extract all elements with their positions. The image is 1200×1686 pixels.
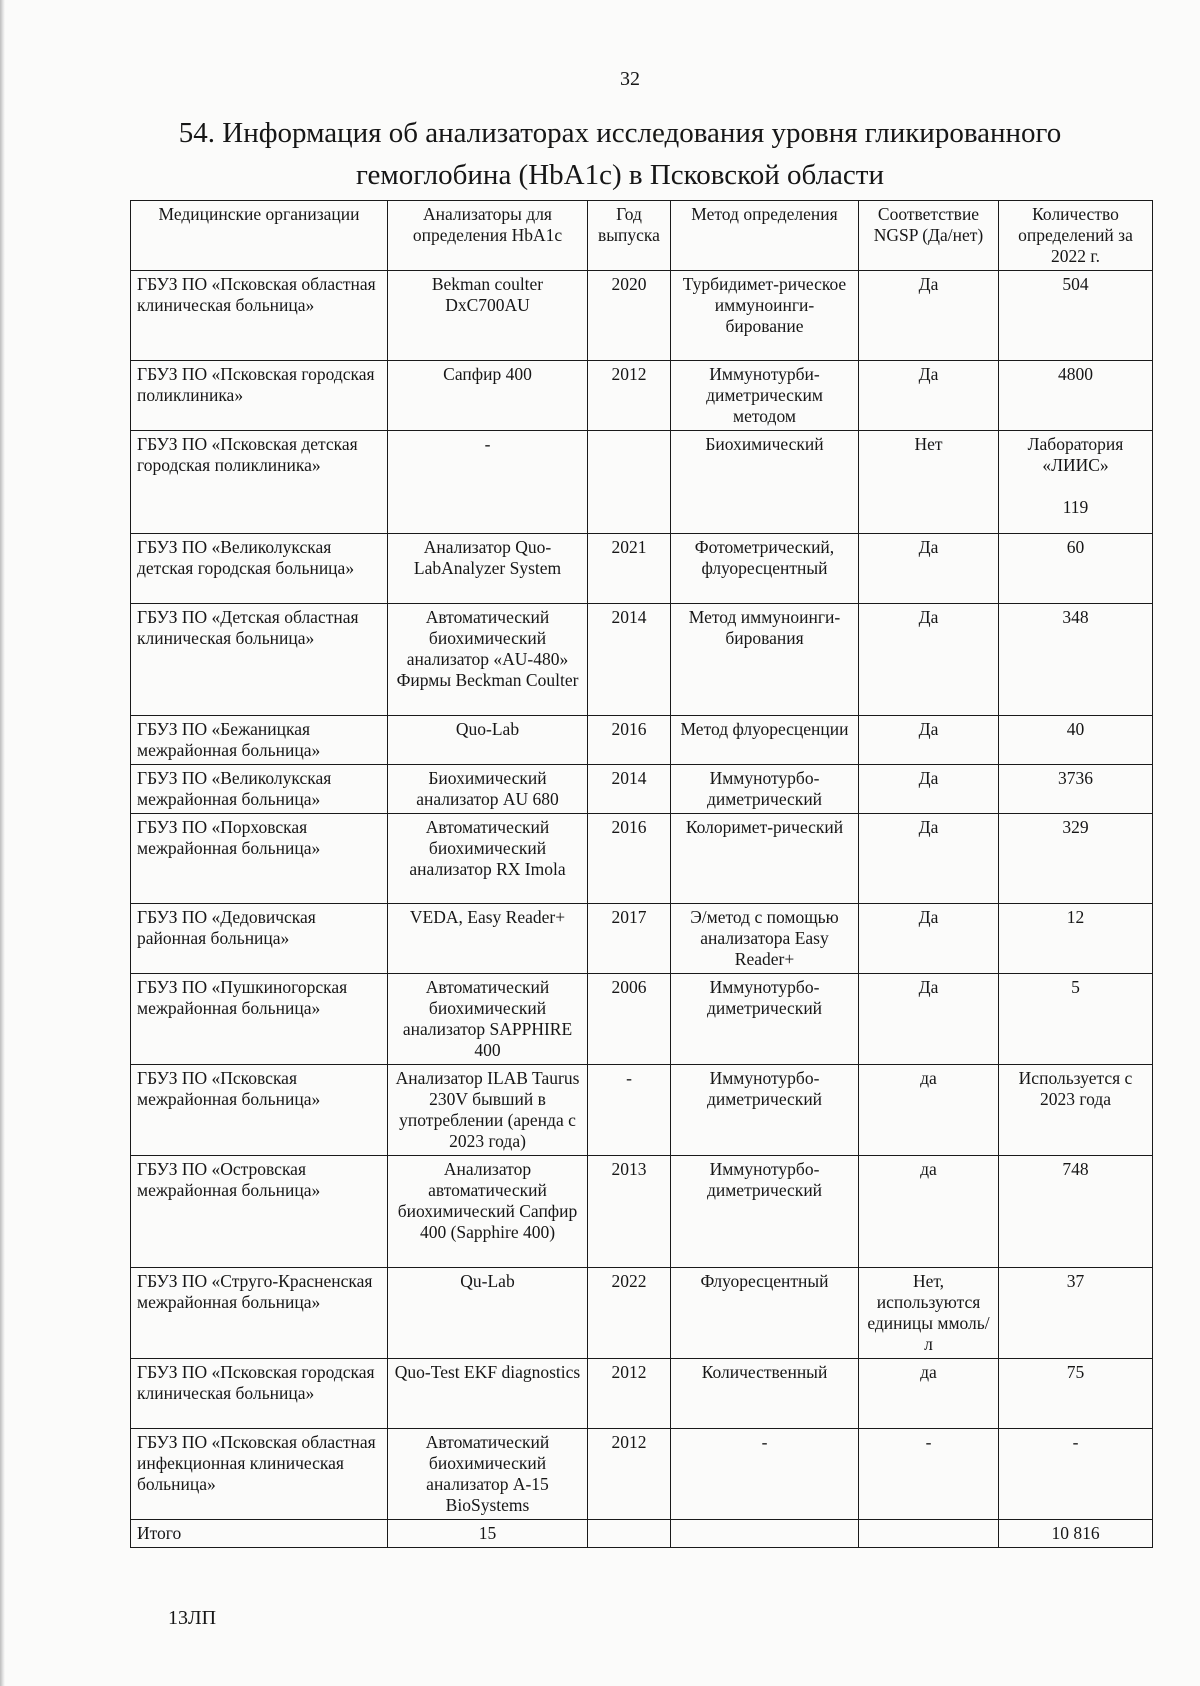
cell-year: 2016 <box>588 814 671 904</box>
table-row <box>131 1429 1153 1520</box>
cell-ngsp: Нет, используются единицы ммоль/л <box>859 1268 999 1359</box>
cell-count: 40 <box>999 716 1153 765</box>
cell-method: - <box>671 1429 859 1520</box>
cell-method: Фотометрический, флуоресцентный <box>671 534 859 604</box>
table-row <box>131 765 1153 814</box>
cell-analyzer: Qu-Lab <box>388 1268 588 1359</box>
cell-ngsp: да <box>859 1359 999 1429</box>
cell-year: 2021 <box>588 534 671 604</box>
cell-year: 2013 <box>588 1156 671 1268</box>
cell-org: ГБУЗ ПО «Псковская городская клиническая больница» <box>131 1359 388 1429</box>
cell-year: 2020 <box>588 271 671 361</box>
cell-count: 329 <box>999 814 1153 904</box>
header-organizations: Медицинские организации <box>131 201 388 271</box>
cell-year: 2012 <box>588 1359 671 1429</box>
cell-year: 2014 <box>588 765 671 814</box>
cell-org: ГБУЗ ПО «Великолукская межрайонная больница» <box>131 765 388 814</box>
analyzers-table-wrap <box>130 200 1152 1548</box>
header-row <box>131 201 1153 271</box>
header-analyzers: Анализаторы для определения HbA1c <box>388 201 588 271</box>
cell-count: 60 <box>999 534 1153 604</box>
table-row <box>131 1268 1153 1359</box>
cell-analyzer: Анализатор автоматический биохимический Сапфир 400 (Sapphire 400) <box>388 1156 588 1268</box>
cell-method: Иммунотурбо-диметрический <box>671 974 859 1065</box>
cell-year: - <box>588 1065 671 1156</box>
cell-analyzer: Quo-Test EKF diagnostics <box>388 1359 588 1429</box>
cell-ngsp: Да <box>859 361 999 431</box>
count-lab-value: 119 <box>1062 497 1089 517</box>
cell-count <box>999 431 1153 534</box>
table-body <box>131 271 1153 1548</box>
cell-analyzer: Автоматический биохимический анализатор «AU-480» Фирмы Beckman Coulter <box>388 604 588 716</box>
cell-ngsp: Да <box>859 534 999 604</box>
cell-method: Колоримет-рический <box>671 814 859 904</box>
header-ngsp: Соответствие NGSP (Да/нет) <box>859 201 999 271</box>
cell-org: ГБУЗ ПО «Великолукская детская городская больница» <box>131 534 388 604</box>
table-row <box>131 904 1153 974</box>
cell-count: 748 <box>999 1156 1153 1268</box>
cell-ngsp: Нет <box>859 431 999 534</box>
cell-org: ГБУЗ ПО «Псковская межрайонная больница» <box>131 1065 388 1156</box>
cell-ngsp: Да <box>859 974 999 1065</box>
table-row <box>131 974 1153 1065</box>
cell-analyzer: - <box>388 431 588 534</box>
cell-org: ГБУЗ ПО «Струго-Красненская межрайонная больница» <box>131 1268 388 1359</box>
cell-analyzer: Bekman coulter DxC700AU <box>388 271 588 361</box>
cell-analyzer: Автоматический биохимический анализатор SAPPHIRE 400 <box>388 974 588 1065</box>
cell-method: Иммунотурбо-диметрический <box>671 1065 859 1156</box>
cell-count: 12 <box>999 904 1153 974</box>
footer-code: 13ЛП <box>168 1607 217 1629</box>
table-row <box>131 604 1153 716</box>
header-count: Количество определений за 2022 г. <box>999 201 1153 271</box>
cell-org: ГБУЗ ПО «Детская областная клиническая больница» <box>131 604 388 716</box>
cell-count: 4800 <box>999 361 1153 431</box>
cell-count: - <box>999 1429 1153 1520</box>
cell-year: 2016 <box>588 716 671 765</box>
cell-ngsp: Да <box>859 716 999 765</box>
cell-method: Количественный <box>671 1359 859 1429</box>
cell-ngsp: Да <box>859 814 999 904</box>
cell-org: ГБУЗ ПО «Бежаницкая межрайонная больница» <box>131 716 388 765</box>
cell-analyzer: Биохимический анализатор AU 680 <box>388 765 588 814</box>
cell-count: 37 <box>999 1268 1153 1359</box>
cell-analyzer: Анализатор Quo-LabAnalyzer System <box>388 534 588 604</box>
cell-year: 2014 <box>588 604 671 716</box>
cell-year: 2022 <box>588 1268 671 1359</box>
title-line-1: 54. Информация об анализаторах исследования уровня гликированного <box>178 117 1062 149</box>
header-year: Год выпуска <box>588 201 671 271</box>
total-ngsp-empty <box>859 1520 999 1548</box>
table-header <box>131 201 1153 271</box>
cell-analyzer: Автоматический биохимический анализатор A-15 BioSystems <box>388 1429 588 1520</box>
cell-ngsp: Да <box>859 765 999 814</box>
cell-method: Метод флуоресценции <box>671 716 859 765</box>
total-year-empty <box>588 1520 671 1548</box>
cell-year <box>588 431 671 534</box>
cell-count: 504 <box>999 271 1153 361</box>
table-row <box>131 361 1153 431</box>
table-row <box>131 534 1153 604</box>
cell-org: ГБУЗ ПО «Пушкиногорская межрайонная больница» <box>131 974 388 1065</box>
table-row <box>131 814 1153 904</box>
cell-analyzer: Сапфир 400 <box>388 361 588 431</box>
table-row <box>131 1359 1153 1429</box>
cell-method: Иммунотурби-диметрическим методом <box>671 361 859 431</box>
cell-method: Иммунотурбо-диметрический <box>671 1156 859 1268</box>
cell-method: Турбидимет-рическое иммуноинги-бирование <box>671 271 859 361</box>
table-row <box>131 716 1153 765</box>
cell-year: 2012 <box>588 1429 671 1520</box>
cell-ngsp: да <box>859 1156 999 1268</box>
cell-org: ГБУЗ ПО «Дедовичская районная больница» <box>131 904 388 974</box>
table-row <box>131 1065 1153 1156</box>
cell-ngsp: - <box>859 1429 999 1520</box>
cell-count: Используется с 2023 года <box>999 1065 1153 1156</box>
title-line-2: гемоглобина (HbA1c) в Псковской области <box>356 159 884 191</box>
cell-org: ГБУЗ ПО «Псковская областная клиническая больница» <box>131 271 388 361</box>
total-analyzers: 15 <box>388 1520 588 1548</box>
cell-year: 2012 <box>588 361 671 431</box>
cell-ngsp: да <box>859 1065 999 1156</box>
cell-ngsp: Да <box>859 604 999 716</box>
cell-org: ГБУЗ ПО «Порховская межрайонная больница» <box>131 814 388 904</box>
cell-method: Иммунотурбо-диметрический <box>671 765 859 814</box>
cell-org: ГБУЗ ПО «Островская межрайонная больница» <box>131 1156 388 1268</box>
cell-method: Биохимический <box>671 431 859 534</box>
cell-org: ГБУЗ ПО «Псковская областная инфекционная клиническая больница» <box>131 1429 388 1520</box>
header-method: Метод определения <box>671 201 859 271</box>
cell-method: Э/метод с помощью анализатора Easy Reader+ <box>671 904 859 974</box>
cell-ngsp: Да <box>859 271 999 361</box>
scan-edge <box>0 0 5 1686</box>
cell-count: 348 <box>999 604 1153 716</box>
analyzers-table <box>130 200 1153 1548</box>
cell-count: 3736 <box>999 765 1153 814</box>
count-lab-name: Лаборатория «ЛИИС» <box>1027 434 1124 475</box>
cell-method: Флуоресцентный <box>671 1268 859 1359</box>
cell-year: 2017 <box>588 904 671 974</box>
table-row <box>131 431 1153 534</box>
cell-analyzer: Quo-Lab <box>388 716 588 765</box>
cell-analyzer: Анализатор ILAB Taurus 230V бывший в употреблении (аренда с 2023 года) <box>388 1065 588 1156</box>
table-row <box>131 1156 1153 1268</box>
cell-count: 5 <box>999 974 1153 1065</box>
cell-analyzer: VEDA, Easy Reader+ <box>388 904 588 974</box>
total-row <box>131 1520 1153 1548</box>
cell-analyzer: Автоматический биохимический анализатор RX Imola <box>388 814 588 904</box>
cell-org: ГБУЗ ПО «Псковская детская городская поликлиника» <box>131 431 388 534</box>
table-row <box>131 271 1153 361</box>
total-count: 10 816 <box>999 1520 1153 1548</box>
page-number: 32 <box>620 68 640 90</box>
cell-ngsp: Да <box>859 904 999 974</box>
cell-org: ГБУЗ ПО «Псковская городская поликлиника» <box>131 361 388 431</box>
cell-year: 2006 <box>588 974 671 1065</box>
total-label: Итого <box>131 1520 388 1548</box>
cell-method: Метод иммуноинги-бирования <box>671 604 859 716</box>
page-title <box>120 112 1120 196</box>
cell-count: 75 <box>999 1359 1153 1429</box>
total-method-empty <box>671 1520 859 1548</box>
